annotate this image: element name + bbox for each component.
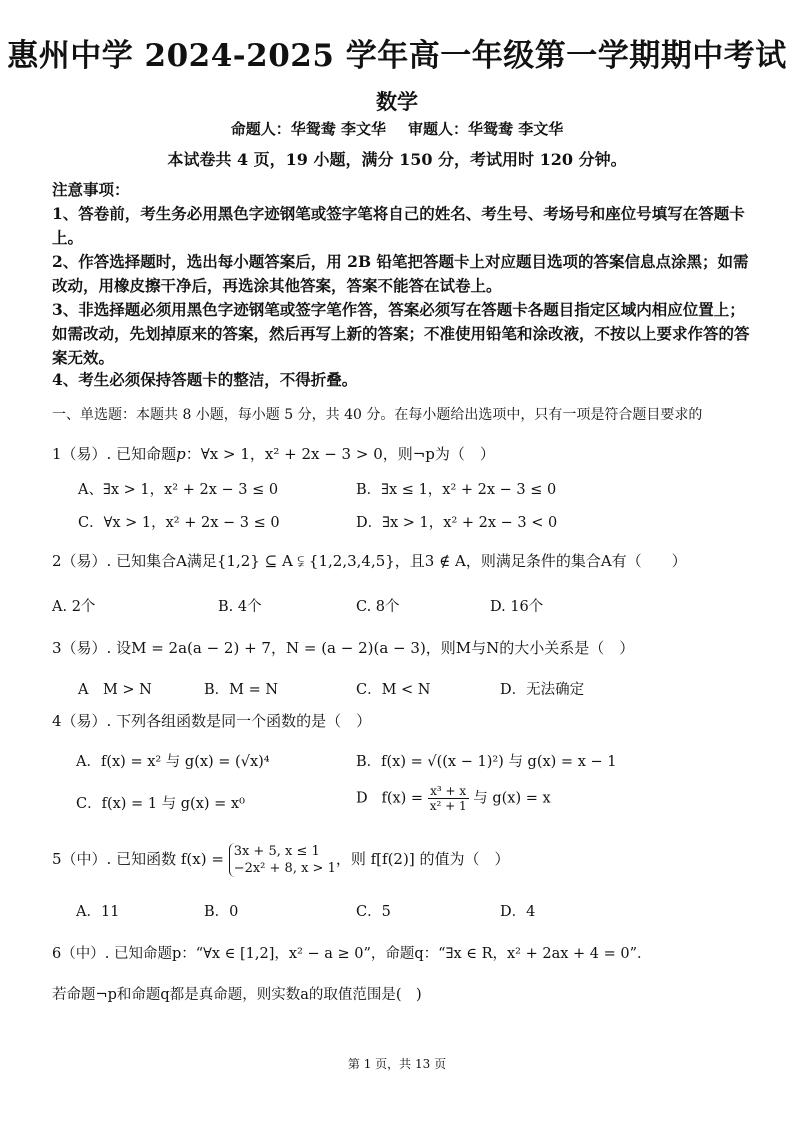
question-5-stem: 5（中）. 已知函数 f(x) = 3x + 5, x ≤ 1 −2x² + 8, x > 1 ，则 f[f(2)] 的值为（ ） <box>52 844 510 876</box>
notice-heading: 注意事项： <box>52 180 130 199</box>
question-5-option-a: A．11 <box>76 904 120 920</box>
question-5-option-d: D．4 <box>500 904 536 920</box>
question-1-stem: 1（易）. 已知命题p：∀x > 1，x² + 2x − 3 > 0，则¬p为（ ） <box>52 445 495 463</box>
setter-label: 命题人：华鸳鸯 李文华 <box>230 120 386 138</box>
reviewer-label: 审题人：华鸳鸯 李文华 <box>408 120 564 138</box>
question-4-option-c: C．f(x) = 1 与 g(x) = x⁰ <box>76 796 245 812</box>
question-3-option-d: D．无法确定 <box>500 682 585 698</box>
question-3-option-b: B．M = N <box>204 682 279 698</box>
question-1-option-d: D．∃x > 1，x² + 2x − 3 < 0 <box>356 515 558 531</box>
question-1-option-a: A、∃x > 1，x² + 2x − 3 ≤ 0 <box>78 482 279 498</box>
notice-item-1: 1、答卷前，考生务必用黑色字迹钢笔或签字笔将自己的姓名、考生号、考场号和座位号填写在答题卡上。 <box>52 204 745 247</box>
authors-line <box>0 118 794 139</box>
question-6-line-1: 6（中）. 已知命题p：“∀x ∈ [1,2]，x² − a ≥ 0”，命题q：“∃x ∈ R，x² + 2ax + 4 = 0”． <box>52 946 652 962</box>
fraction: $\frac{\text{x³ + x}}{\text{x² + 1}}$ <box>429 784 467 813</box>
question-2-stem: 2（易）. 已知集合A满足{1,2} ⊆ A ⫋ {1,2,3,4,5}，且3 ∉ A，则满足条件的集合A有（ ） <box>52 552 687 570</box>
exam-title: 惠州中学 2024-2025 学年高一年级第一学期期中考试 <box>7 38 787 74</box>
notice-item-3: 3、非选择题必须用黑色字迹钢笔或签字笔作答，答案必须写在答题卡各题目指定区域内相应位置上；如需改动，先划掉原来的答案，然后再写上新的答案；不准使用铅笔和涂改液，不按以上要求作答的答案无效。 <box>52 300 750 367</box>
page-footer: 第 1 页，共 13 页 <box>347 1057 447 1071</box>
question-5-option-b: B．0 <box>204 904 239 920</box>
question-5-option-c: C．5 <box>356 904 391 920</box>
question-3-option-c: C．M < N <box>356 682 431 698</box>
question-4-stem: 4（易）. 下列各组函数是同一个函数的是（ ） <box>52 712 372 730</box>
question-1-option-c: C．∀x > 1，x² + 2x − 3 ≤ 0 <box>78 515 280 531</box>
question-3-stem: 3（易）. 设M = 2a(a − 2) + 7，N = (a − 2)(a − 3)，则M与N的大小关系是（ ） <box>52 639 635 657</box>
subject-heading: 数学 <box>376 89 418 114</box>
exam-info: 本试卷共 4 页，19 小题，满分 150 分，考试用时 120 分钟。 <box>167 150 627 169</box>
piecewise-brace: 3x + 5, x ≤ 1 −2x² + 8, x > 1 <box>229 843 336 877</box>
question-4-option-d: D f(x) = $\frac{\text{x³ + x}}{\text{x² + 1}}$ 与 g(x) = x <box>356 784 551 813</box>
question-2-option-b: B. 4个 <box>218 599 262 615</box>
notice-item-2: 2、作答选择题时，选出每小题答案后，用 2B 铅笔把答题卡上对应题目选项的答案信息点涂黑；如需改动，用橡皮擦干净后，再选涂其他答案，答案不能答在试卷上。 <box>52 252 749 295</box>
question-6-line-2: 若命题¬p和命题q都是真命题，则实数a的取值范围是( ) <box>52 987 422 1003</box>
question-4-option-a: A．f(x) = x² 与 g(x) = (√x)⁴ <box>76 754 270 770</box>
question-2-option-a: A. 2个 <box>52 599 96 615</box>
question-4-option-b: B．f(x) = √((x − 1)²) 与 g(x) = x − 1 <box>356 754 617 770</box>
notice-item-4: 4、考生必须保持答题卡的整洁，不得折叠。 <box>52 370 358 389</box>
question-3-option-a: A M > N <box>78 682 152 698</box>
question-1-option-b: B．∃x ≤ 1，x² + 2x − 3 ≤ 0 <box>356 482 557 498</box>
question-2-option-c: C. 8个 <box>356 599 400 615</box>
section-heading: 一、单选题：本题共 8 小题，每小题 5 分，共 40 分。在每小题给出选项中，只有一项是符合题目要求的 <box>52 407 703 423</box>
question-2-option-d: D. 16个 <box>490 599 544 615</box>
